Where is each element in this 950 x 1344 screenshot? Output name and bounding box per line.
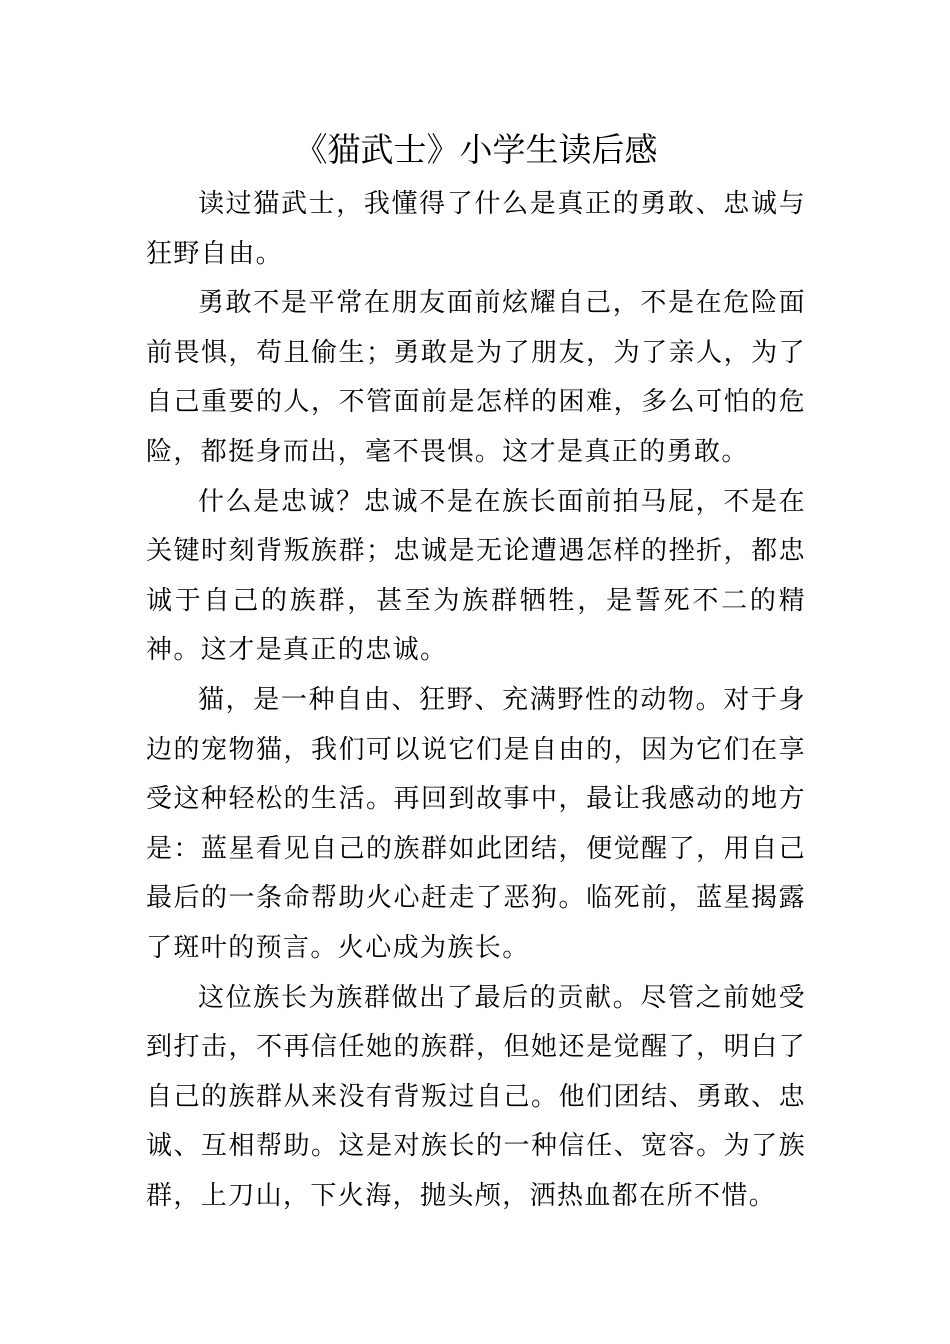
document-page <box>146 120 806 1221</box>
paragraph-1: 读过猫武士，我懂得了什么是真正的勇敢、忠诚与狂野自由。 <box>146 189 806 269</box>
paragraph-2: 勇敢不是平常在朋友面前炫耀自己，不是在危险面前畏惧，苟且偷生；勇敢是为了朋友，为了亲人，为了自己重要的人，不管面前是怎样的困难，多么可怕的危险，都挺身而出，毫不畏惧。这才是真正的勇敢。 <box>146 288 806 467</box>
paragraph-3: 什么是忠诚？忠诚不是在族长面前拍马屁，不是在关键时刻背叛族群；忠诚是无论遭遇怎样的挫折，都忠诚于自己的族群，甚至为族群牺牲，是誓死不二的精神。这才是真正的忠诚。 <box>146 486 806 666</box>
document-title: 《猫武士》小学生读后感 <box>294 130 658 169</box>
paragraph-5: 这位族长为族群做出了最后的贡献。尽管之前她受到打击，不再信任她的族群，但她还是觉醒了，明白了自己的族群从来没有背叛过自己。他们团结、勇敢、忠诚、互相帮助。这是对族长的一种信任、宽容。为了族群，上刀山，下火海，抛头颅，洒热血都在所不惜。 <box>146 982 806 1211</box>
paragraph-4: 猫，是一种自由、狂野、充满野性的动物。对于身边的宠物猫，我们可以说它们是自由的，因为它们在享受这种轻松的生活。再回到故事中，最让我感动的地方是：蓝星看见自己的族群如此团结，便觉醒了，用自己最后的一条命帮助火心赶走了恶狗。临死前，蓝星揭露了斑叶的预言。火心成为族长。 <box>146 684 806 963</box>
